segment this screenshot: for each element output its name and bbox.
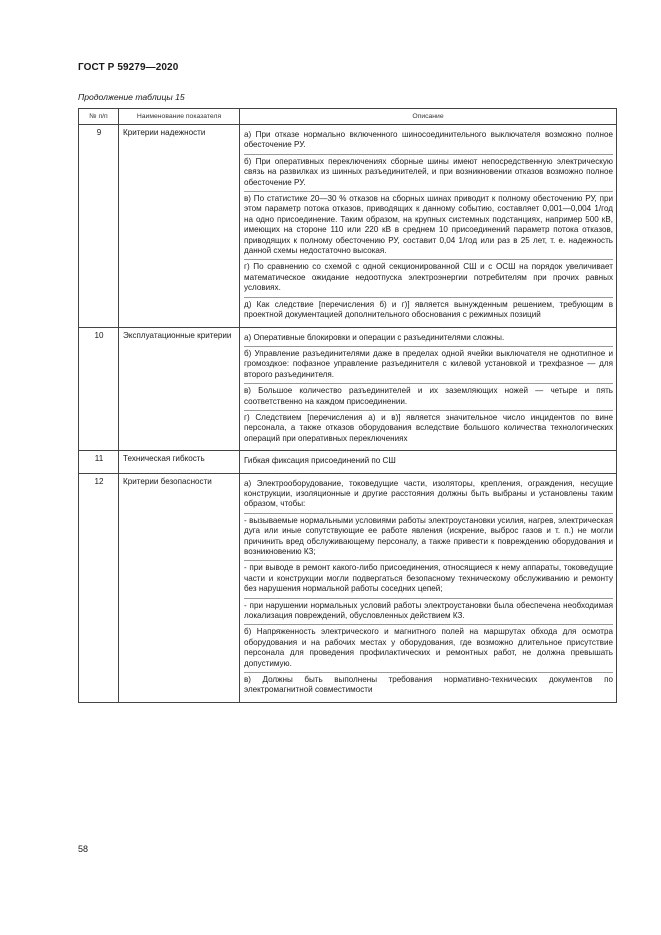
indicator-name: Эксплуатационные критерии — [119, 327, 240, 451]
indicator-name: Критерии надежности — [119, 125, 240, 328]
description-item: - при выводе в ремонт какого-либо присоединения, относящиеся к нему аппараты, токоведущие части и конструкции могли подвергаться безопасному техническому обслуживанию и ремонту без нарушения нормальной работы соседних цепей; — [244, 561, 613, 598]
column-header-name: Наименование показателя — [119, 109, 240, 125]
description-item: г) По сравнению со схемой с одной секционированной СШ и с ОСШ на порядок увеличивает математическое ожидание недоотпуска электроэнергии потребителям при прочих равных условиях. — [244, 260, 613, 297]
description-item: б) При оперативных переключениях сборные шины имеют непосредственную электрическую связь на развилках из шинных разъединителей, и при возникновении отказов возможно полное обесточение РУ. — [244, 155, 613, 192]
description-item: Гибкая фиксация присоединений по СШ — [244, 456, 396, 466]
description-item: в) Должны быть выполнены требования нормативно-технических документов по электромагнитной совместимости — [244, 675, 613, 695]
table-row — [79, 125, 617, 328]
table-caption: Продолжение таблицы 15 — [78, 92, 185, 102]
description-cell — [240, 473, 617, 702]
description-item: - вызываемые нормальными условиями работы электроустановки усилия, нагрев, электрическая дуга или иные сопутствующие ее работе явления (искрение, выброс газов и т. п.) не могли причинить вред обслуживающему персоналу, а также привести к повреждению оборудования и возникновению КЗ; — [244, 514, 613, 562]
table-row — [79, 327, 617, 451]
spec-table — [78, 108, 617, 703]
page-number: 58 — [78, 844, 89, 854]
row-number: 11 — [79, 451, 119, 473]
column-header-number: № п/п — [79, 109, 119, 125]
table-row — [79, 451, 617, 473]
row-number: 12 — [79, 473, 119, 702]
description-item: б) Напряженность электрического и магнитного полей на маршрутах обхода для осмотра оборудования и на рабочих местах у оборудования, где возможно длительное присутствие персонала для проведения профилактических и ремонтных работ, не должна превышать допустимую. — [244, 625, 613, 673]
description-cell — [240, 125, 617, 328]
description-cell — [240, 327, 617, 451]
description-item: г) Следствием [перечисления а) и в)] является значительное число инцидентов по вине персонала, а также отказов оборудования вследствие большого количества технологических операций при оперативных переключениях — [244, 412, 613, 443]
description-item: в) Большое количество разъединителей и их заземляющих ножей — четыре и пять соответственно на каждом присоединении. — [244, 384, 613, 411]
description-cell — [240, 451, 617, 473]
description-item: б) Управление разъединителями даже в пределах одной ячейки выключателя не однотипное и громоздкое: пофазное управление разъединителя с килевой установкой и трехфазное — для второго разъединителя. — [244, 347, 613, 384]
description-item: - при нарушении нормальных условий работы электроустановки была обеспечена необходимая локализация повреждений, обусловленных действием КЗ. — [244, 599, 613, 626]
description-item: а) Оперативные блокировки и операции с разъединителями сложны. — [244, 331, 613, 347]
document-code: ГОСТ Р 59279—2020 — [78, 62, 179, 73]
description-item: а) При отказе нормально включенного шиносоединительного выключателя возможно полное обесточение РУ. — [244, 128, 613, 155]
description-item: в) По статистике 20—30 % отказов на сборных шинах приводит к полному обесточению РУ, при этом параметр потока отказов, приводящих к данному событию, составляет 0,001—0,004 1/год на одно присоединение. Таким образом, на крупных системных подстанциях, например 500 кВ, имеющих на стороне 110 или 220 кВ в среднем 10 присоединений параметр потока отказов, приводящих к полному обесточению РУ, составит 0,04 1/год или раз в 25 лет, т. е. надежность данной схемы недостаточно высокая. — [244, 192, 613, 260]
table-row — [79, 473, 617, 702]
indicator-name: Техническая гибкость — [119, 451, 240, 473]
column-header-description: Описание — [240, 109, 617, 125]
row-number: 9 — [79, 125, 119, 328]
indicator-name: Критерии безопасности — [119, 473, 240, 702]
description-item: д) Как следствие [перечисления б) и г)] является вынужденным решением, требующим в проектной документацией дополнительного обоснования с режимных позиций — [244, 299, 613, 320]
table-header-row — [79, 109, 617, 125]
row-number: 10 — [79, 327, 119, 451]
description-item: а) Электрооборудование, токоведущие части, изоляторы, крепления, ограждения, несущие конструкции, изоляционные и другие расстояния должны быть выбраны и установлены таким образом, чтобы: — [244, 477, 613, 514]
